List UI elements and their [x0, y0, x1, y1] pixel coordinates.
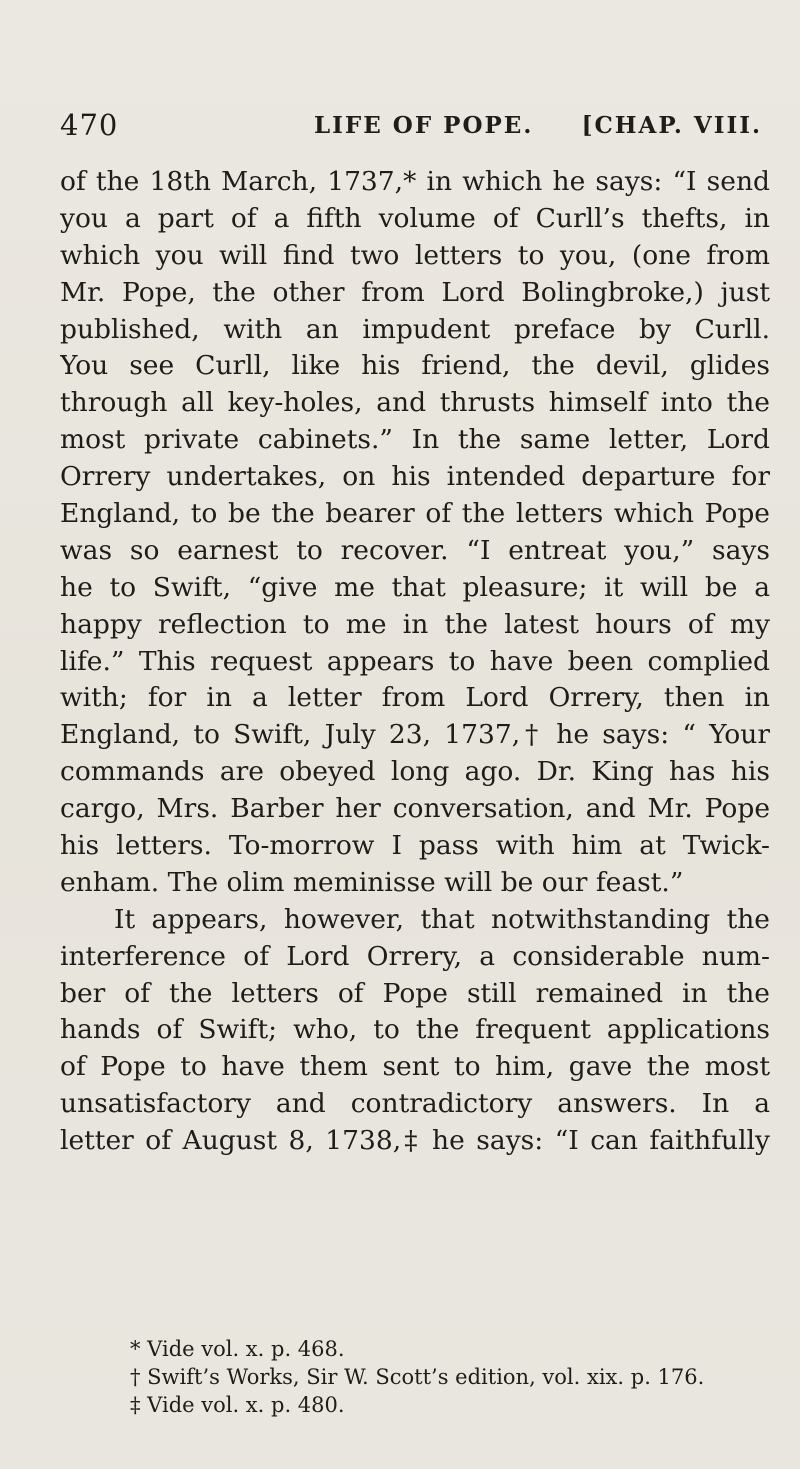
text-line: England, to Swift, July 23, 1737,† he says: “ Your — [60, 719, 770, 751]
text-line: his letters. To-morrow I pass with him at Twick- — [60, 830, 770, 862]
text-line: cargo, Mrs. Barber her conversation, and Mr. Pope — [60, 793, 770, 825]
text-line: which you will find two letters to you, (one from — [60, 239, 770, 271]
text-line: commands are obeyed long ago. Dr. King has his — [60, 756, 770, 788]
text-line: you a part of a fifth volume of Curll’s thefts, in — [60, 202, 770, 234]
text-line: life.” This request appears to have been complied — [60, 645, 770, 677]
text-line: England, to be the bearer of the letters which Pope — [60, 498, 770, 530]
text-line: was so earnest to recover. “I entreat you,” says — [60, 534, 770, 566]
text-line: hands of Swift; who, to the frequent applications — [60, 1014, 770, 1046]
text-line: he to Swift, “give me that pleasure; it will be a — [60, 571, 770, 603]
footnote: ‡ Vide vol. x. p. 480. — [130, 1393, 345, 1417]
running-header — [60, 108, 762, 148]
text-line: of Pope to have them sent to him, gave the most — [60, 1051, 770, 1083]
text-line: of the 18th March, 1737,* in which he says: “I send — [60, 166, 770, 197]
text-line: happy reflection to me in the latest hours of my — [60, 608, 770, 640]
footnote: † Swift’s Works, Sir W. Scott’s edition, vol. xix. p. 176. — [130, 1365, 705, 1389]
running-title: LIFE OF POPE. — [314, 112, 534, 139]
chapter-label: [CHAP. VIII. — [581, 112, 762, 139]
text-line: published, with an impudent preface by Curll. — [60, 313, 770, 345]
text-line: You see Curll, like his friend, the devil, glides — [60, 350, 770, 382]
footnote: * Vide vol. x. p. 468. — [130, 1337, 345, 1361]
page-number: 470 — [60, 108, 119, 142]
text-line: ber of the letters of Pope still remained in the — [60, 977, 770, 1009]
text-line: Mr. Pope, the other from Lord Bolingbroke,) just — [60, 276, 770, 308]
footnotes — [130, 1335, 770, 1419]
text-line: unsatisfactory and contradictory answers. In a — [60, 1088, 770, 1120]
body-text — [60, 164, 770, 1160]
paragraph-start-line: It appears, however, that notwithstanding the — [114, 903, 770, 935]
text-line: Orrery undertakes, on his intended departure for — [60, 461, 770, 493]
text-line: enham. The olim meminisse will be our feast.” — [60, 866, 684, 898]
text-line: letter of August 8, 1738,‡ he says: “I can faithfully — [60, 1125, 770, 1157]
text-line: interference of Lord Orrery, a considerable num- — [60, 940, 770, 972]
text-line: with; for in a letter from Lord Orrery, then in — [60, 682, 770, 714]
text-line: through all key-holes, and thrusts himself into the — [60, 387, 770, 419]
text-line: most private cabinets.” In the same letter, Lord — [60, 424, 770, 456]
